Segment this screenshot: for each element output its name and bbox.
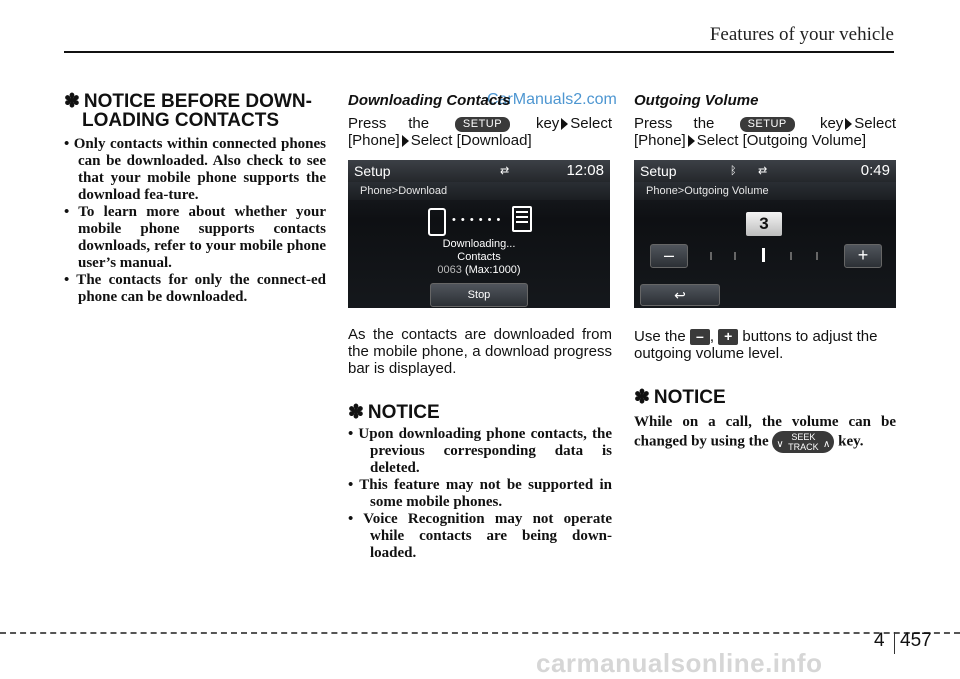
- status-count-line: [348, 264, 610, 277]
- chapter-number: 4: [874, 630, 885, 651]
- instruction-text: Select [Outgoing Volume]: [696, 132, 866, 149]
- instruction-text: key: [819, 115, 844, 132]
- back-button[interactable]: ↩: [640, 284, 720, 306]
- footer-dashed-rule: [0, 632, 960, 634]
- chevron-up-icon: ∧: [823, 439, 831, 451]
- notice-title-line1: NOTICE BEFORE DOWN-: [83, 91, 312, 112]
- watermark-link: CarManuals2.com: [487, 91, 617, 108]
- download-count: 0063: [437, 264, 462, 276]
- seek-track-key-badge: [772, 431, 834, 453]
- notice-bullet-list: [64, 136, 326, 306]
- notice-heading: [64, 92, 326, 130]
- screen-clock: 0:49: [860, 162, 890, 179]
- arrow-right-icon: [845, 118, 852, 130]
- download-max: (Max:1000): [464, 264, 521, 276]
- caption-text: buttons to adjust the outgoing volume level.: [634, 328, 878, 363]
- footer-watermark: carmanualsonline.info: [536, 648, 823, 678]
- page-header-title: Features of your vehicle: [709, 24, 894, 45]
- download-caption: As the contacts are downloaded from the mobile phone, a download progress bar is displayed.: [348, 326, 612, 377]
- progress-dots: • • • • • •: [452, 214, 502, 226]
- column-downloading-contacts-lower: [348, 326, 612, 562]
- instruction-line2: [634, 132, 896, 149]
- notice-title: NOTICE: [653, 387, 726, 409]
- column-downloading-contacts: [348, 92, 612, 149]
- volume-tick: [790, 252, 792, 260]
- arrow-right-icon: [688, 135, 695, 147]
- section-heading: Downloading Contacts: [348, 92, 511, 109]
- caption-text: ,: [709, 328, 715, 345]
- volume-notice-text: [634, 413, 896, 453]
- caption-text: Use the: [634, 328, 686, 345]
- instruction-line1: [634, 115, 896, 132]
- notice-bullet: • The contacts for only the connect-ed phone can be downloaded.: [64, 272, 326, 305]
- volume-tick: [816, 252, 818, 260]
- volume-level-display: 3: [746, 212, 782, 236]
- column-outgoing-volume: [634, 92, 896, 149]
- volume-tick-active[interactable]: [762, 248, 765, 262]
- volume-tick: [734, 252, 736, 260]
- screen-title: Setup: [640, 163, 677, 179]
- instruction-text: [Phone]: [634, 132, 686, 149]
- notice-bullet: • This feature may not be supported in some mobile phones.: [348, 477, 612, 510]
- status-line: Downloading...: [442, 238, 516, 250]
- notice-title-line2: LOADING CONTACTS: [82, 110, 280, 131]
- track-label: TRACK: [788, 442, 819, 453]
- volume-plus-button[interactable]: +: [844, 244, 882, 268]
- volume-minus-button[interactable]: –: [650, 244, 688, 268]
- notice-text: key.: [838, 433, 864, 450]
- phone-icon: [428, 208, 446, 236]
- notice-bullet: • Voice Recognition may not operate while contacts are being down-loaded.: [348, 511, 612, 561]
- notice-bullet: • To learn more about whether your mobile phone supports contacts downloads, refer to your mobile phone user’s manual.: [64, 204, 326, 271]
- screen-title-bar: [348, 160, 610, 182]
- minus-button-badge: –: [690, 329, 710, 345]
- plus-button-badge: +: [718, 329, 738, 345]
- notice-bullet-list: [348, 426, 612, 562]
- usb-icon: ⇄: [758, 165, 768, 177]
- header-rule: [64, 51, 894, 53]
- notice-star-icon: ✽: [348, 402, 364, 423]
- instruction-text: Press the: [348, 115, 430, 132]
- notice-heading: [348, 403, 612, 422]
- instruction-text: Press the: [634, 115, 715, 132]
- download-screen: [348, 160, 610, 308]
- setup-key-badge: SETUP: [740, 117, 795, 132]
- bluetooth-icon: ᛒ: [730, 165, 737, 177]
- setup-key-badge: SETUP: [455, 117, 510, 132]
- download-status: [348, 238, 610, 277]
- volume-caption: [634, 328, 896, 362]
- notice-text: While on a call, the volume can be changed by using the: [634, 414, 896, 450]
- notice-star-icon: ✽: [64, 91, 80, 112]
- screen-breadcrumb: Phone>Download: [348, 182, 610, 200]
- notice-bullet: • Only contacts within connected phones can be downloaded. Also check to see that your mobile phone supports the download fea-ture.: [64, 136, 326, 203]
- screen-title-bar: [634, 160, 896, 182]
- usb-icon: ⇄: [500, 165, 510, 177]
- notice-bullet: • Upon downloading phone contacts, the previous corresponding data is deleted.: [348, 426, 612, 476]
- contacts-document-icon: [512, 206, 532, 232]
- page-number: 457: [900, 630, 932, 651]
- stop-button[interactable]: Stop: [430, 283, 528, 307]
- arrow-right-icon: [561, 118, 568, 130]
- instruction-text: [Phone]: [348, 132, 400, 149]
- screen-breadcrumb: Phone>Outgoing Volume: [634, 182, 896, 200]
- notice-star-icon: ✽: [634, 387, 650, 409]
- notice-heading: [634, 388, 896, 407]
- screen-clock: 12:08: [566, 162, 604, 179]
- screen-title: Setup: [354, 163, 391, 179]
- instruction-line2: [348, 132, 612, 149]
- section-heading: Outgoing Volume: [634, 92, 759, 109]
- arrow-right-icon: [402, 135, 409, 147]
- notice-title: NOTICE: [367, 402, 440, 423]
- footer-divider: [894, 632, 895, 654]
- instruction-text: Select: [854, 115, 896, 132]
- instruction-text: Select [Download]: [410, 132, 532, 149]
- volume-tick: [710, 252, 712, 260]
- status-line: Contacts: [457, 251, 501, 263]
- instruction-text: Select: [570, 115, 612, 132]
- chevron-down-icon: ∨: [776, 439, 784, 451]
- instruction-text: key: [535, 115, 560, 132]
- seek-label: SEEK: [791, 432, 816, 443]
- outgoing-volume-screen: [634, 160, 896, 308]
- column-outgoing-volume-lower: [634, 328, 896, 453]
- instruction-line1: [348, 115, 612, 132]
- column-notice-before-downloading: [64, 92, 326, 306]
